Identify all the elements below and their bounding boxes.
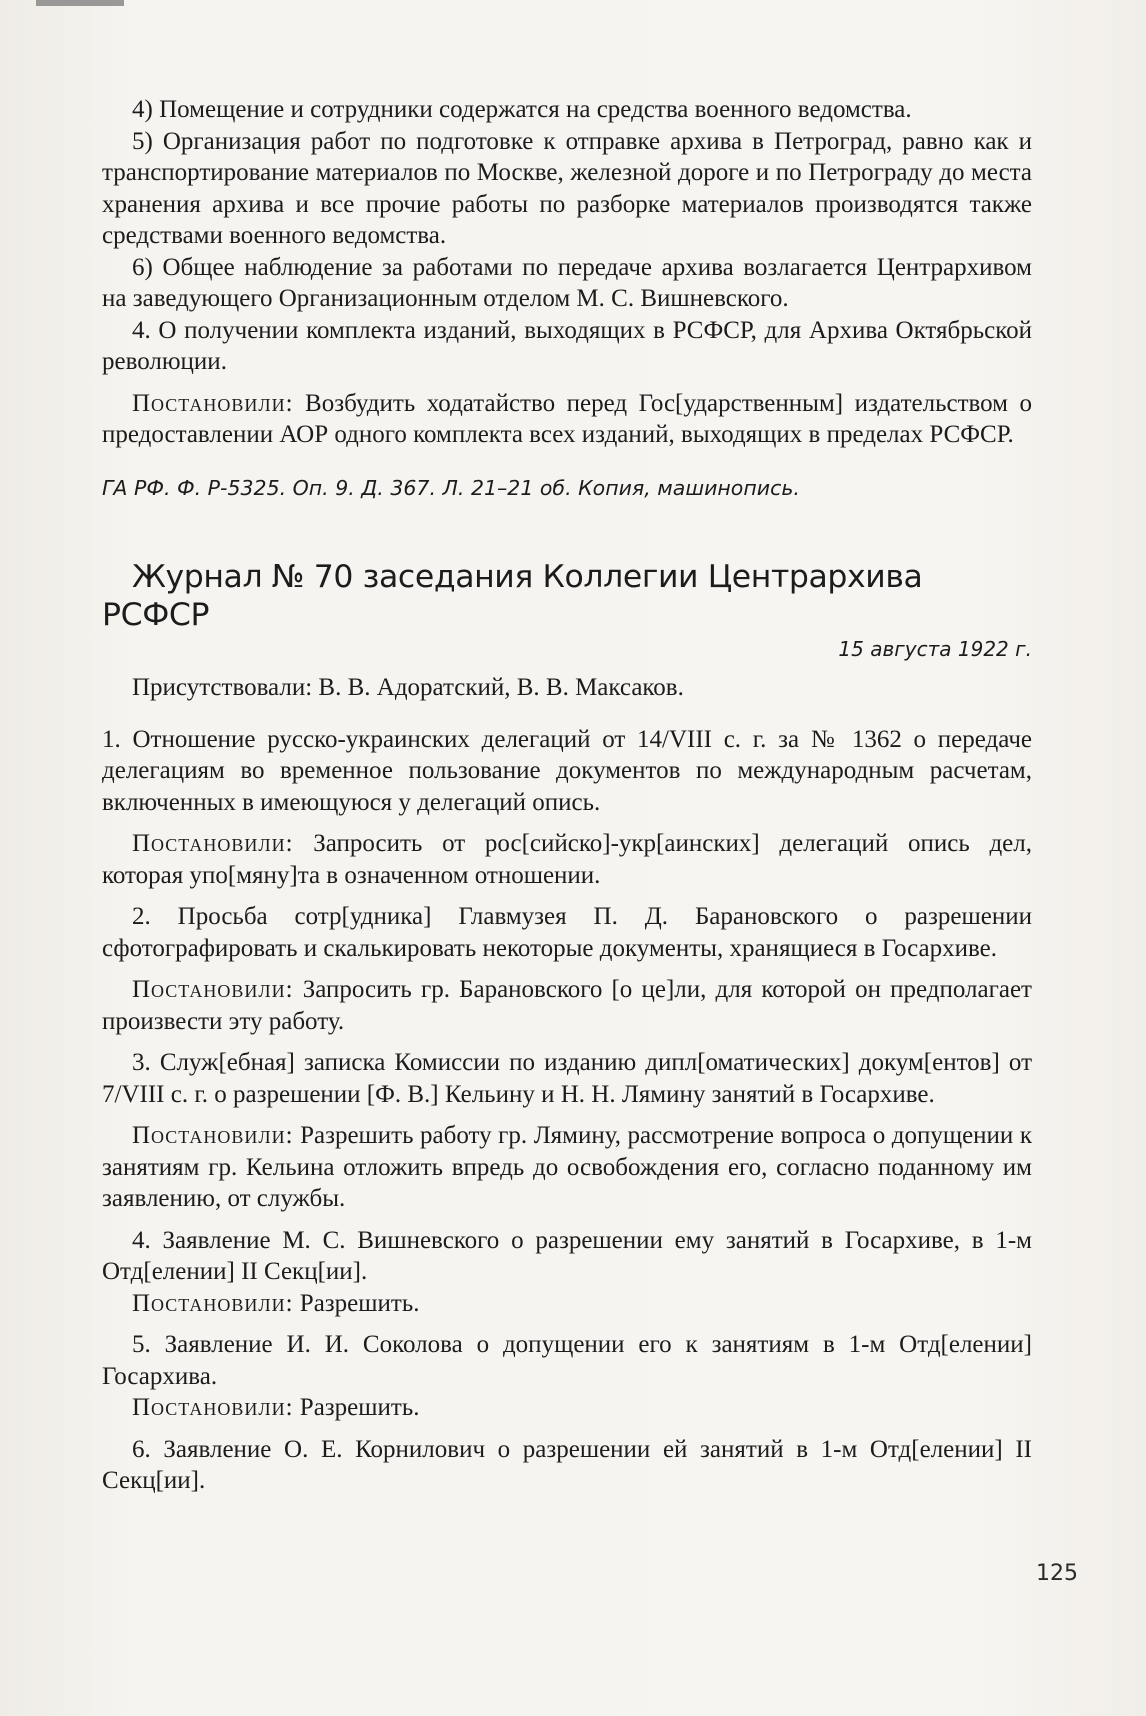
- page-top-edge-mark: [36, 0, 124, 6]
- decision-label: Постановили:: [132, 830, 294, 857]
- archival-source: ГА РФ. Ф. Р-5325. Оп. 9. Д. 367. Л. 21–21 об. Копия, машинопись.: [102, 475, 800, 500]
- decision-label: Постановили:: [132, 1122, 294, 1149]
- decision-text: Разрешить работу гр. Лямину, рассмотрение вопроса о допущении к занятиям гр. Кельина отложить впредь до освобождения его, согласно поданному им заявлению, от службы.: [102, 1122, 1032, 1212]
- decision-text: Разрешить.: [293, 1289, 420, 1317]
- decision-text: Запросить от рос[сийско]-укр[аинских] делегаций опись дел, которая упо[мяну]та в означенном отношении.: [102, 830, 1032, 889]
- decision: [102, 974, 1032, 1037]
- paragraph: 5) Организация работ по подготовке к отправке архива в Петроград, равно как и транспортирование материалов по Москве, железной дороге и по Петрограду до места хранения архива и все прочие работы по разборке материалов производятся также средствами военного ведомства.: [102, 127, 1032, 249]
- paragraph: 4) Помещение и сотрудники содержатся на средства военного ведомства.: [132, 96, 912, 123]
- decision-label: Постановили:: [132, 1289, 294, 1317]
- decision-label: Постановили:: [132, 976, 294, 1003]
- decision-label: Постановили:: [132, 389, 294, 417]
- agenda-item: 4. О получении комплекта изданий, выходящих в РСФСР, для Архива Октябрьской революции.: [102, 316, 1032, 375]
- decision: [102, 1120, 1032, 1215]
- agenda-item: 5. Заявление И. И. Соколова о допущении его к занятиям в 1-м Отд[елении] Госархива.: [102, 1331, 1032, 1390]
- agenda-item: 1. Отношение русско-украинских делегаций от 14/VIII с. г. за № 1362 о передаче делегациям во временное пользование документов по международным расчетам, включенных в имеющуюся у делегаций опись.: [102, 725, 1032, 816]
- decision-text: Возбудить ходатайство перед Гос[ударственным] издательством о предоставлении АОР одного комплекта всех изданий, выходящих в пределах РСФСР.: [102, 389, 1032, 448]
- decision-text: Разрешить.: [293, 1394, 420, 1421]
- decision: [102, 1392, 1032, 1424]
- decision: [102, 1288, 1032, 1320]
- paragraph: 6) Общее наблюдение за работами по передаче архива возлагается Центрархивом на заведующего Организационным отделом М. С. Вишневского.: [102, 253, 1032, 312]
- page-number: 125: [1036, 1561, 1078, 1586]
- journal-date: 15 августа 1922 г.: [838, 637, 1032, 661]
- agenda-item: 2. Просьба сотр[удника] Главмузея П. Д. Барановского о разрешении сфотографировать и скалькировать некоторые документы, хранящиеся в Госархиве.: [102, 903, 1032, 962]
- agenda-item: 6. Заявление О. Е. Корнилович о разрешении ей занятий в 1-м Отд[елении] II Секц[ии].: [102, 1435, 1032, 1494]
- agenda-item: 3. Служ[ебная] записка Комиссии по изданию дипл[оматических] докум[ентов] от 7/VIII с. г. о разрешении [Ф. В.] Кельину и Н. Н. Лямину занятий в Госархиве.: [102, 1049, 1032, 1108]
- attendance: Присутствовали: В. В. Адоратский, В. В. Максаков.: [132, 674, 684, 701]
- journal-title: Журнал № 70 заседания Коллегии Центрархива РСФСР: [102, 559, 923, 633]
- decision-label: Постановили:: [132, 1394, 294, 1421]
- decision-text: Запросить гр. Барановского [о це]ли, для которой он предполагает произвести эту работу.: [102, 976, 1032, 1035]
- decision: [102, 388, 1032, 451]
- agenda-item: 4. Заявление М. С. Вишневского о разрешении ему занятий в Госархиве, в 1-м Отд[елении] II Секц[ии].: [102, 1226, 1032, 1285]
- decision: [102, 828, 1032, 891]
- page-body: [102, 94, 1032, 1497]
